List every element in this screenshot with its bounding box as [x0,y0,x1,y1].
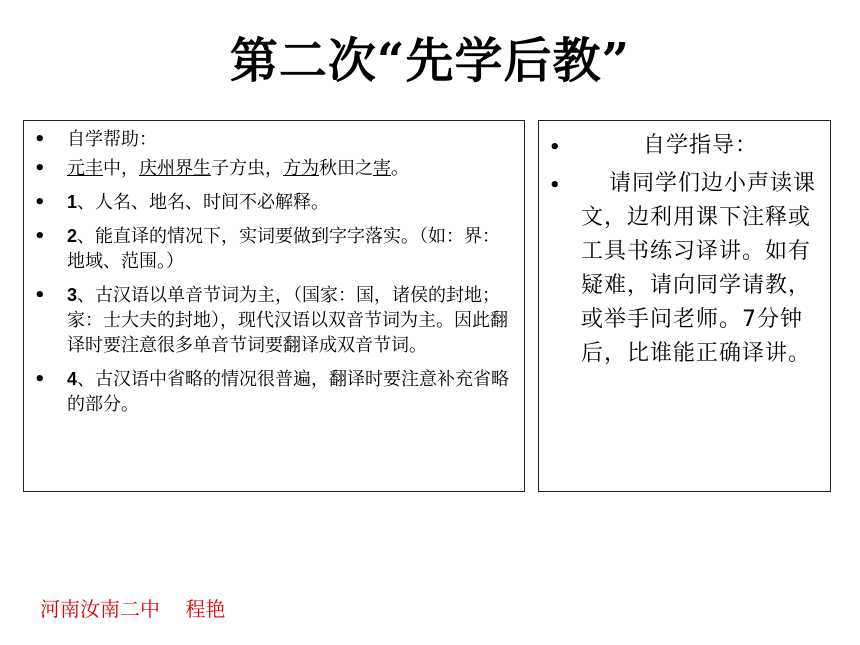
help-list [24,121,524,417]
underlined-word: 方为 [283,158,319,179]
author-credit: 河南汝南二中 程艳 [40,597,226,621]
list-item [547,129,824,163]
self-study-help-panel [23,120,525,492]
item-number: 4 [67,369,78,389]
list-item [32,190,516,215]
item-text: 、古汉语中省略的情况很普遍，翻译时要注意补充省略的部分。 [67,369,510,415]
guide-list [539,121,830,371]
underlined-word: 害 [373,158,391,179]
underlined-word: 界生 [175,158,211,179]
underlined-word: 庆州 [139,158,175,179]
item-text: 、能直译的情况下，实词要做到字字落实。（如：界：地域、范围。） [67,226,501,272]
sentence-text: 中， [103,158,139,179]
sentence-text: 秋田之 [319,158,373,179]
bullet: • [34,226,46,247]
bullet: • [34,369,46,390]
underlined-word: 元丰 [67,158,103,179]
sentence-text: 子方虫， [211,158,283,179]
bullet: • [34,158,46,179]
sentence-text: 。 [391,158,409,179]
item-number: 2 [67,226,78,246]
item-number: 1 [67,192,78,212]
item-text: 、人名、地名、时间不必解释。 [77,192,330,213]
list-item [32,127,516,152]
bullet: • [34,129,46,150]
item-text: 、古汉语以单音节词为主，（国家：国，诸侯的封地；家：士大夫的封地），现代汉语以双音节词为主。因此翻译时要注意很多单音节词要翻译成双音节词。 [67,285,508,356]
list-item [32,367,516,417]
bullet: • [549,137,562,158]
slide-title: 第二次“先学后教” [229,33,631,89]
bullet: • [549,175,562,196]
list-item [547,167,824,371]
guide-heading: 自学指导： [643,133,759,158]
guide-body: 请同学们边小声读课文，边利用课下注释或工具书练习译讲。如有疑难，请向同学请教，或举手问老师。7分钟后，比谁能正确译讲。 [581,171,817,366]
list-item [32,283,516,358]
list-item [32,156,516,181]
item-number: 3 [67,285,78,305]
bullet: • [34,285,46,306]
help-heading: 自学帮助： [67,129,157,150]
self-study-guide-panel [538,120,831,492]
list-item [32,224,516,274]
bullet: • [34,192,46,213]
